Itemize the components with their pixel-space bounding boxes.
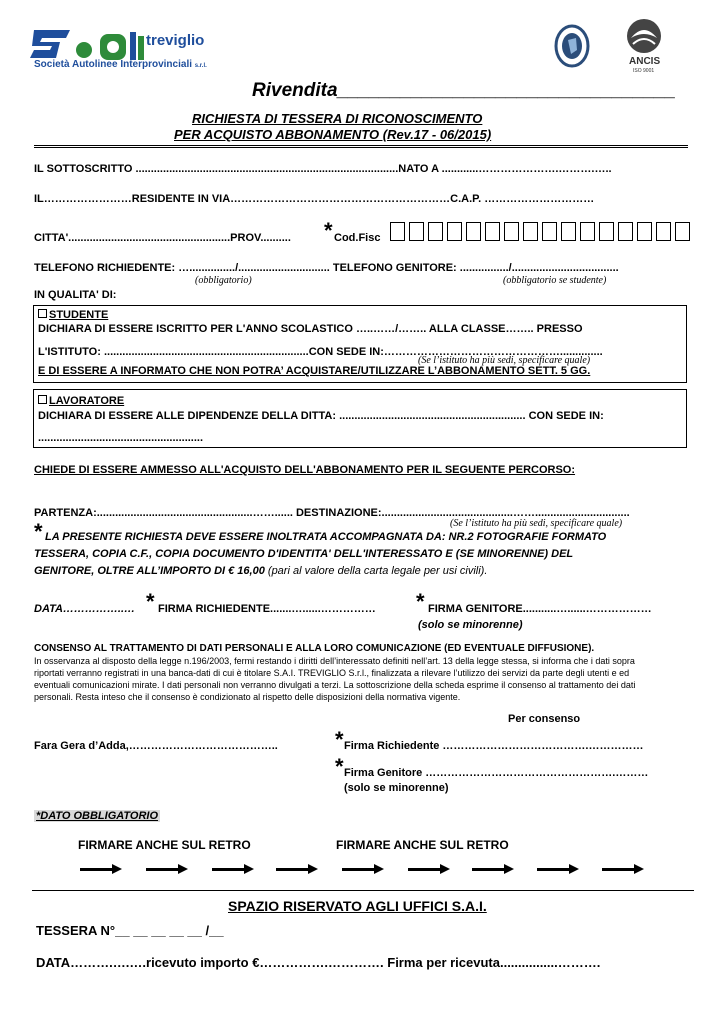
codfisc-label: Cod.Fisc [334,232,381,244]
lavoratore-line-1[interactable]: DICHIARA DI ESSERE ALLE DIPENDENZE DELLA DITTA: ............................................................. CON SEDE IN: [38,410,604,422]
chiede-heading: CHIEDE DI ESSERE AMMESSO ALL'ACQUISTO DELL'ABBONAMENTO PER IL SEGUENTE PERCORSO: [34,464,576,476]
consenso-line-2: riportati verranno registrati in una banca-dati di cui è titolare S.A.I. TREVIGLIO S.r.l., finalizzata a rilevare l’utilizzo dei servizi da parte degli utenti e ed [34,668,630,678]
ancis-logo [621,16,667,76]
ancis-sub: ISO 9001 [633,68,655,74]
consenso-line-4: personali. Resta inteso che il consenso è condizionato al rispetto delle disposizioni della normativa vigente. [34,692,461,702]
dato-obbligatorio: *DATO OBBLIGATORIO [36,810,159,822]
telefono-field[interactable]: TELEFONO RICHIEDENTE: ….............../.............................. TELEFONO GENITORE: ................/................................... [34,262,619,274]
firmare-retro-2: FIRMARE ANCHE SUL RETRO [336,838,509,852]
tessera-field[interactable]: TESSERA N°__ __ __ __ __ /__ [36,923,224,938]
obbligatorio-note-1: (obbligatorio) [195,275,252,286]
sottoscritto-field[interactable]: IL SOTTOSCRITTO ......................................................................................NATO A ............………………….……….….. [34,163,612,175]
percorso-note: (Se l’istituto ha più sedi, specificare quale) [450,518,623,529]
lavoratore-option[interactable]: LAVORATORE [38,395,124,407]
required-star: * [324,218,333,243]
studente-line-3: E DI ESSERE A INFORMATO CHE NON POTRA’ ACQUISTARE/UTILIZZARE L’ABBONAMENTO SETT. 5 GG. [38,365,591,377]
notice-line-3: GENITORE, OLTRE ALL’IMPORTO DI € 16,00 (pari al valore della carta legale per usi civili). [34,565,488,577]
logo-word: treviglio [146,32,205,49]
firma-genitore-consenso[interactable]: Firma Genitore …………………………………………….……… [344,767,649,779]
spazio-heading: SPAZIO RISERVATO AGLI UFFICI S.A.I. [228,898,487,914]
accredia-seal [553,24,591,68]
per-consenso-label: Per consenso [508,713,581,725]
firma-richiedente-field[interactable]: FIRMA RICHIEDENTE.......…......…………… [158,603,376,615]
studente-checkbox[interactable] [38,309,47,318]
title-line-1: RICHIESTA DI TESSERA DI RICONOSCIMENTO [192,111,483,126]
lavoratore-checkbox[interactable] [38,395,47,404]
qualita-label: IN QUALITA' DI: [34,289,117,301]
company-name: Società Autolinee Interprovinciali s.r.l. [34,59,207,70]
studente-line-1[interactable]: DICHIARA DI ESSERE ISCRITTO PER L'ANNO SCOLASTICO …..……/…….. ALLA CLASSE…….. PRESSO [38,323,583,335]
minorenne-note-2: (solo se minorenne) [344,782,449,794]
required-star: * [416,589,425,614]
citta-field[interactable]: CITTA'.....................................................PROV.......... [34,232,291,244]
required-star: * [146,589,155,614]
title-line-2: PER ACQUISTO ABBONAMENTO (Rev.17 - 06/2015) [174,127,492,142]
obbligatorio-note-2: (obbligatorio se studente) [503,275,607,286]
divider-top [34,145,688,148]
firma-richiedente-consenso[interactable]: Firma Richiedente ………………………………….…………… [344,740,644,752]
ancis-text: ANCIS [629,56,661,67]
luogo-field[interactable]: Fara Gera d’Adda,………………………………….. [34,740,278,752]
partenza-field[interactable]: PARTENZA:...................................................……...... DESTINAZIONE:...........................................……............................... [34,507,630,519]
studente-line-2[interactable]: L'ISTITUTO: ...................................................................CON SEDE IN:………………………………………….............. [38,346,603,358]
company-logo [30,22,215,72]
studente-note: (Se l’istituto ha più sedi, specificare quale) [418,355,591,366]
residente-field[interactable]: IL……………………RESIDENTE IN VIA……………………………………………………C.A.P. ………………………… [34,193,595,205]
consenso-line-1: In osservanza al disposto della legge n.196/2003, fermi restando i diritti dell’interessato definiti nell’art. 13 della legge stessa, si informa che i dati sopra [34,656,635,666]
minorenne-note: (solo se minorenne) [418,619,523,631]
codfisc-boxes[interactable] [390,222,694,246]
ricevuta-field[interactable]: DATA……….….….ricevuto importo €…………….…………. Firma per ricevuta................………. [36,955,601,970]
required-star: * [335,727,344,752]
firma-genitore-field[interactable]: FIRMA GENITORE...........…......……………… [428,603,652,615]
lavoratore-line-2[interactable]: ...................................................... [38,432,204,444]
divider-bottom [32,890,694,891]
required-star: * [34,519,43,544]
required-star: * [335,754,344,779]
notice-line-2: TESSERA, COPIA C.F., COPIA DOCUMENTO D'IDENTITA' DELL'INTERESSATO E (SE MINORENNE) DEL [34,548,574,560]
data-field[interactable]: DATA……………..… [34,603,136,615]
studente-option[interactable]: STUDENTE [38,309,108,321]
firmare-retro-1: FIRMARE ANCHE SUL RETRO [78,838,251,852]
notice-line-1: LA PRESENTE RICHIESTA DEVE ESSERE INOLTRATA ACCOMPAGNATA DA: NR.2 FOTOGRAFIE FORMATO [45,531,607,543]
consenso-title: CONSENSO AL TRATTAMENTO DI DATI PERSONALI E ALLA LORO COMUNICAZIONE (ED EVENTUALE DIFFUSIONE). [34,643,595,654]
consenso-line-3: eventuali comunicazioni mirate. I dati personali non verranno divulgati a terzi. La sottoscrizione della scheda esprime il consenso al trattamento dei dati [34,680,636,690]
rivendita-field[interactable]: Rivendita________________________________ [252,80,676,101]
